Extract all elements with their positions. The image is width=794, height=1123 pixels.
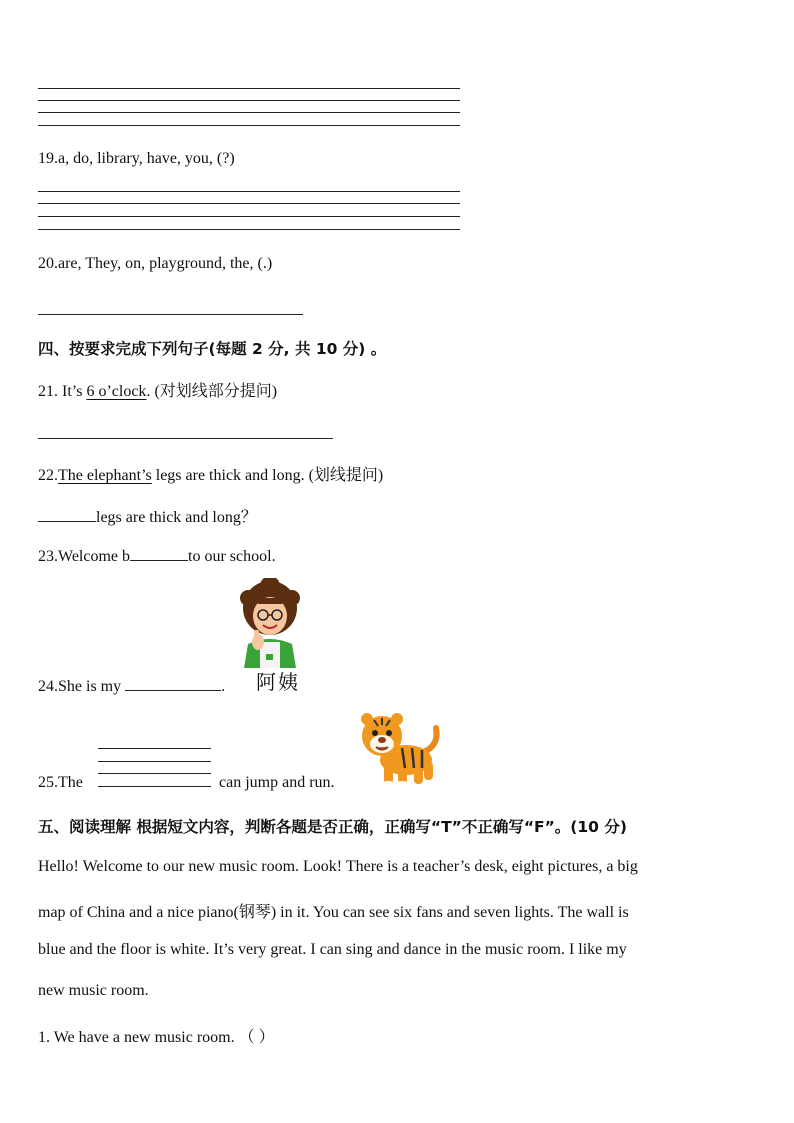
aunt-caption: 阿姨	[256, 670, 300, 694]
answer-line-q20[interactable]	[38, 314, 303, 315]
section-4-heading: 四、按要求完成下列句子(每题 2 分, 共 10 分) 。	[38, 340, 387, 358]
underlined-phrase: The elephant’s	[58, 467, 152, 484]
fill-blank[interactable]	[38, 507, 96, 522]
question-25-suffix: can jump and run.	[219, 774, 335, 791]
passage-line: Hello! Welcome to our new music room. Look! There is a teacher’s desk, eight pictures, a big	[38, 858, 638, 875]
section-5-heading: 五、阅读理解 根据短文内容，判断各题是否正确，正确写“T”不正确写“F”。(10 分)	[38, 818, 627, 836]
question-20: 20.are, They, on, playground, the, (.)	[38, 255, 273, 272]
tiger-icon	[358, 708, 444, 790]
question-21: 21. It’s 6 o’clock. (对划线部分提问)	[38, 383, 278, 400]
question-22: 22.The elephant’s legs are thick and long. (划线提问)	[38, 467, 384, 484]
passage-line: new music room.	[38, 982, 149, 999]
fill-blank[interactable]	[125, 676, 221, 691]
fill-blank[interactable]	[130, 546, 188, 561]
question-23: 23.Welcome b to our school.	[38, 548, 276, 565]
question-25-prefix: 25.The	[38, 774, 83, 791]
tiger-illustration	[358, 708, 444, 795]
aunt-icon	[234, 578, 306, 668]
underlined-phrase: 6 o’clock	[86, 383, 147, 400]
passage-line: map of China and a nice piano(钢琴) in it. You can see six fans and seven lights. The wall is	[38, 904, 629, 921]
question-24: 24.She is my .	[38, 678, 226, 695]
passage-line: blue and the floor is white. It’s very great. I can sing and dance in the music room. I like my	[38, 941, 627, 958]
question-22-answer: legs are thick and long？	[38, 504, 257, 527]
aunt-illustration	[234, 578, 306, 694]
question-19: 19.a, do, library, have, you, (?)	[38, 150, 235, 167]
reading-question-1: 1. We have a new music room. （ ）	[38, 1029, 275, 1046]
answer-line-q21[interactable]	[38, 438, 333, 439]
